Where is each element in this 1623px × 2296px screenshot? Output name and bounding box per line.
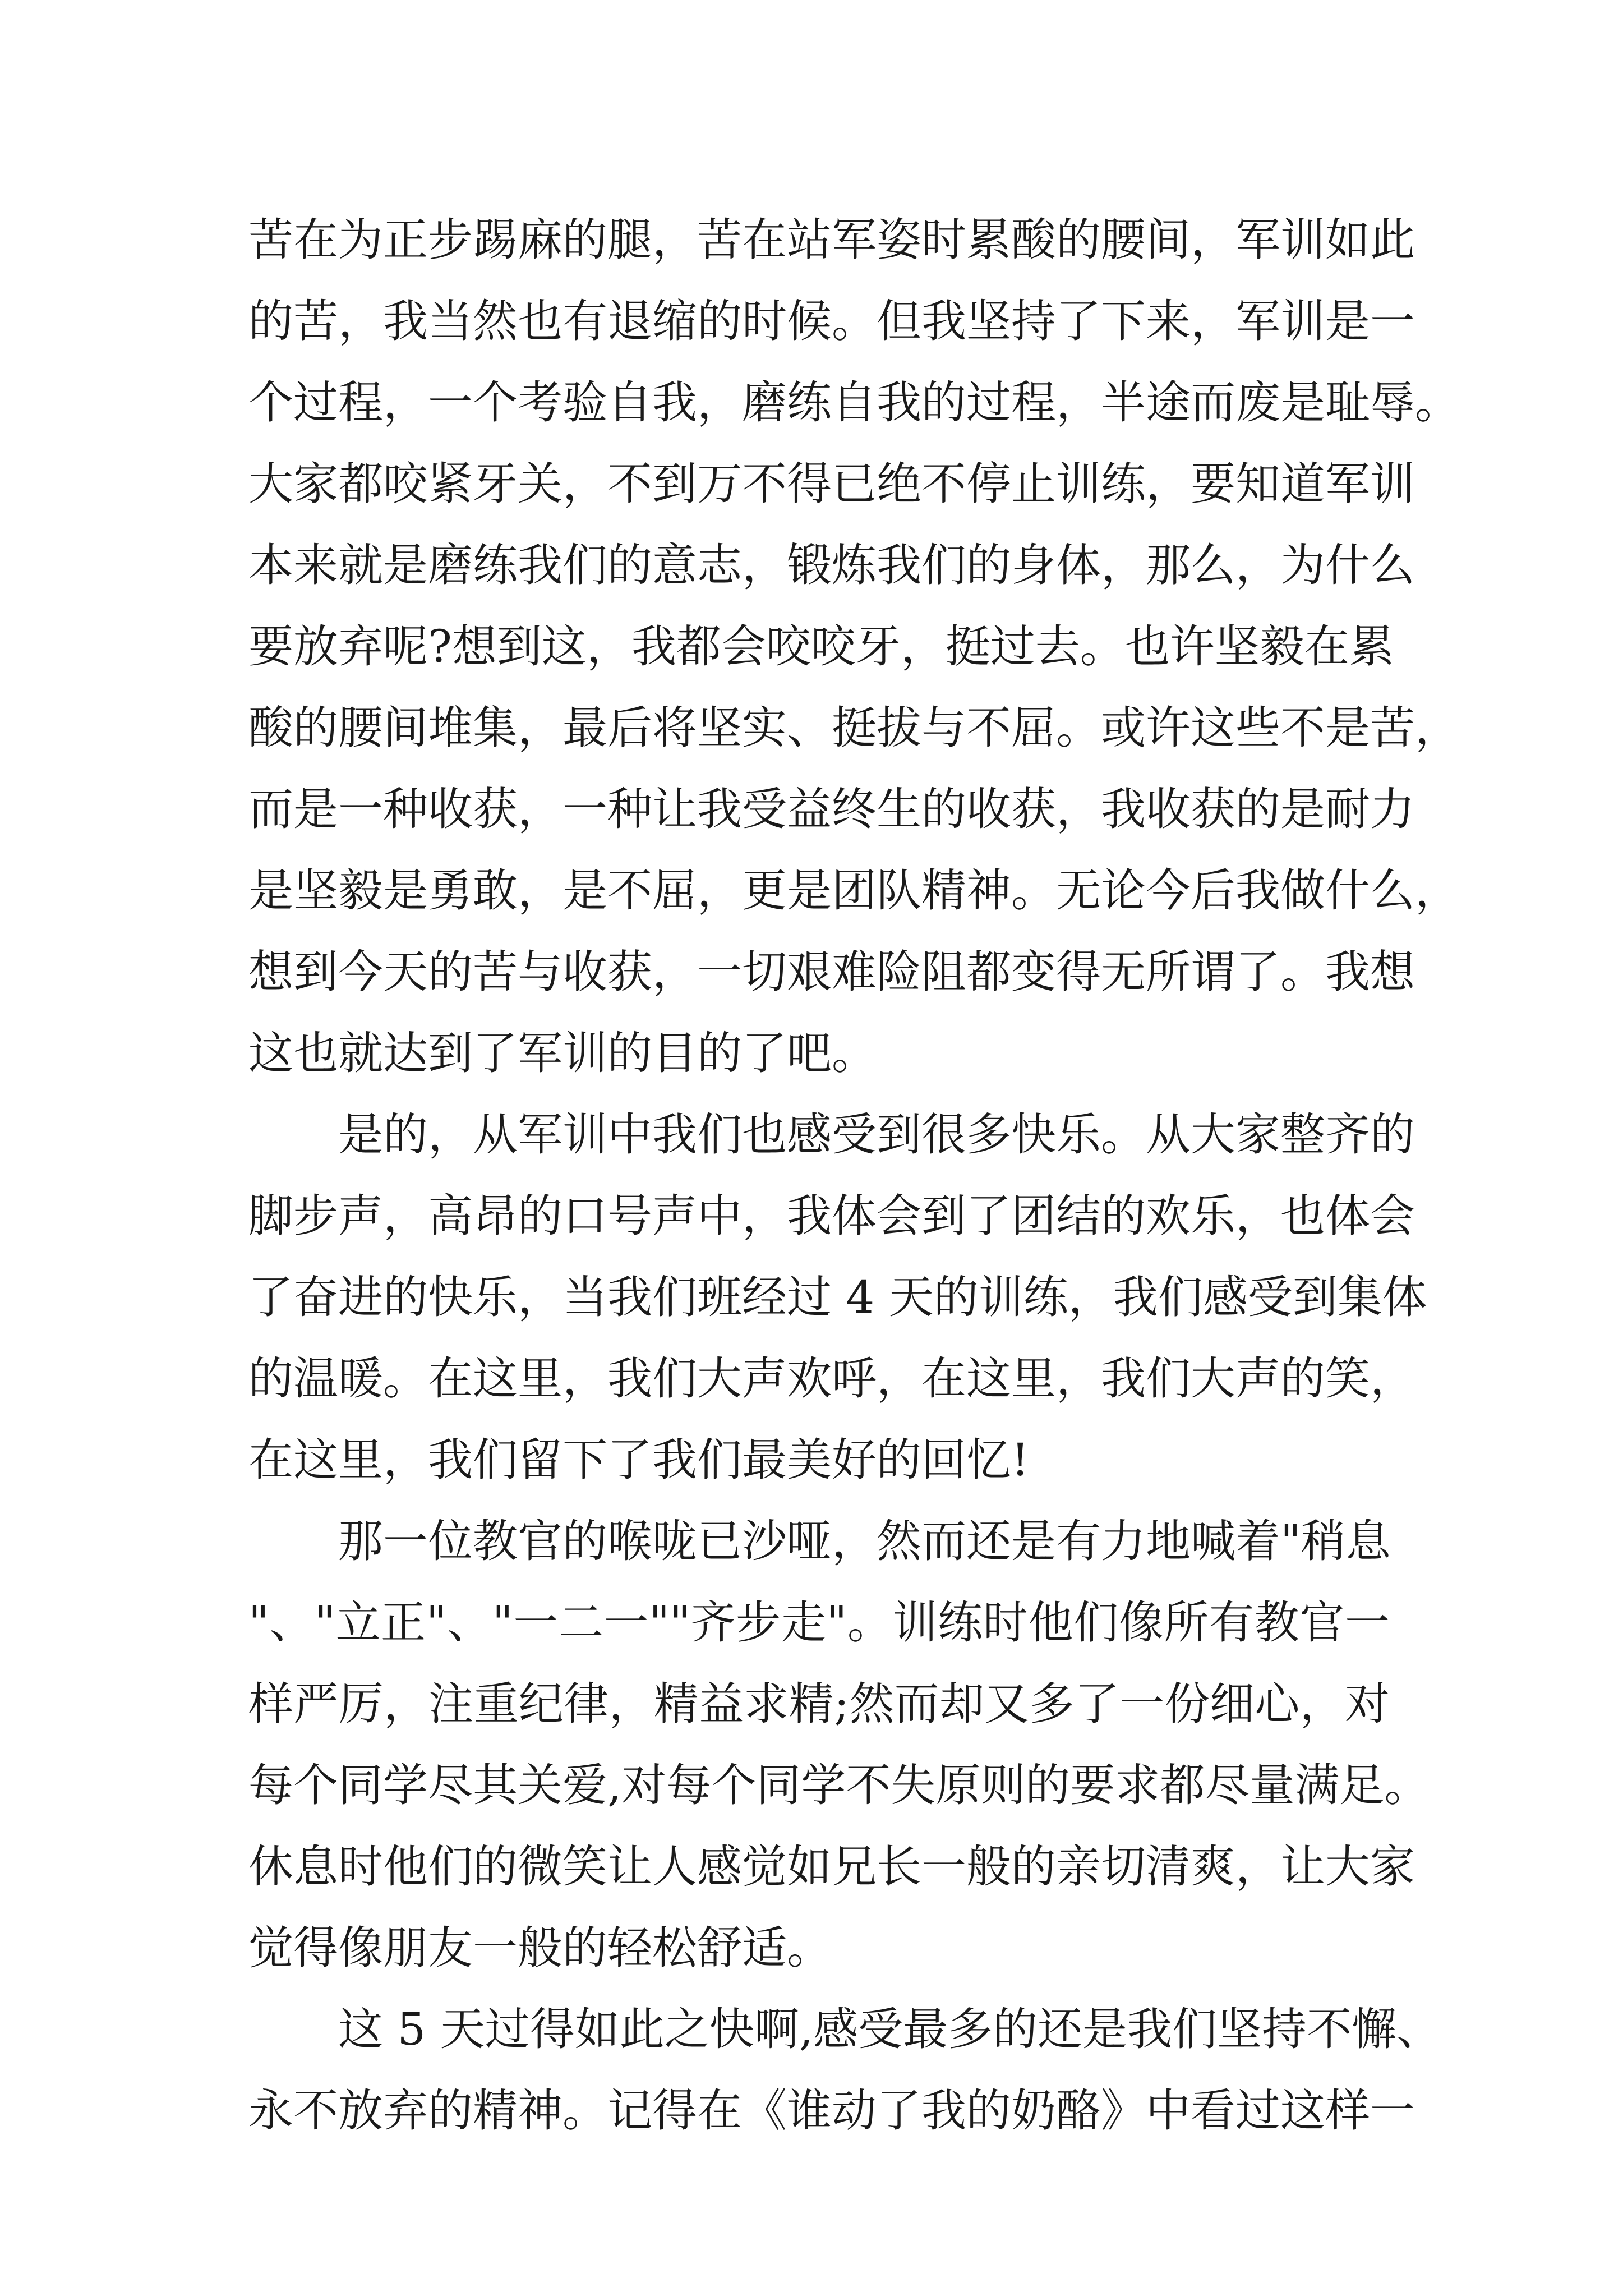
text-line: 了奋进的快乐，当我们班经过 4 天的训练，我们感受到集体 <box>248 1271 1427 1323</box>
text-line: 苦在为正步踢麻的腿，苦在站军姿时累酸的腰间，军训如此 <box>248 214 1415 266</box>
text-line: 而是一种收获，一种让我受益终生的收获，我收获的是耐力 <box>248 783 1415 835</box>
text-line: 每个同学尽其关爱,对每个同学不失原则的要求都尽量满足。 <box>248 1759 1430 1811</box>
text-line: 本来就是磨练我们的意志，锻炼我们的身体，那么，为什么 <box>248 539 1415 591</box>
text-line: 想到今天的苦与收获，一切艰难险阻都变得无所谓了。我想 <box>248 946 1415 998</box>
text-line: 的温暖。在这里，我们大声欢呼，在这里，我们大声的笑， <box>248 1352 1415 1405</box>
text-line: 永不放弃的精神。记得在《谁动了我的奶酪》中看过这样一 <box>248 2085 1415 2137</box>
body-text <box>248 199 1460 2151</box>
text-line: 样严厉，注重纪律，精益求精;然而却又多了一份细心，对 <box>248 1678 1390 1730</box>
text-line: 的苦，我当然也有退缩的时候。但我坚持了下来，军训是一 <box>248 295 1415 347</box>
text-line: 要放弃呢?想到这，我都会咬咬牙，挺过去。也许坚毅在累 <box>248 620 1394 673</box>
text-line: 这也就达到了军训的目的了吧。 <box>248 1027 877 1079</box>
text-line: 是坚毅是勇敢，是不屈，更是团队精神。无论今后我做什么， <box>248 864 1460 917</box>
text-line: 大家都咬紧牙关，不到万不得已绝不停止训练，要知道军训 <box>248 458 1415 510</box>
text-line: 那一位教官的喉咙已沙哑，然而还是有力地喊着"稍息 <box>338 1515 1391 1567</box>
text-line: 觉得像朋友一般的轻松舒适。 <box>248 1922 832 1974</box>
text-line: 是的，从军训中我们也感受到很多快乐。从大家整齐的 <box>338 1108 1415 1161</box>
text-line: 休息时他们的微笑让人感觉如兄长一般的亲切清爽，让大家 <box>248 1841 1415 1893</box>
text-line: "、"立正"、"一二一""齐步走"。训练时他们像所有教官一 <box>248 1596 1390 1649</box>
text-line: 酸的腰间堆集，最后将坚实、挺拔与不屈。或许这些不是苦， <box>248 702 1460 754</box>
text-line: 脚步声，高昂的口号声中，我体会到了团结的欢乐，也体会 <box>248 1190 1415 1242</box>
text-line: 在这里，我们留下了我们最美好的回忆! <box>248 1434 1030 1486</box>
text-line: 这 5 天过得如此之快啊,感受最多的还是我们坚持不懈、 <box>338 2003 1442 2055</box>
text-line: 个过程，一个考验自我，磨练自我的过程，半途而废是耻辱。 <box>248 376 1460 429</box>
